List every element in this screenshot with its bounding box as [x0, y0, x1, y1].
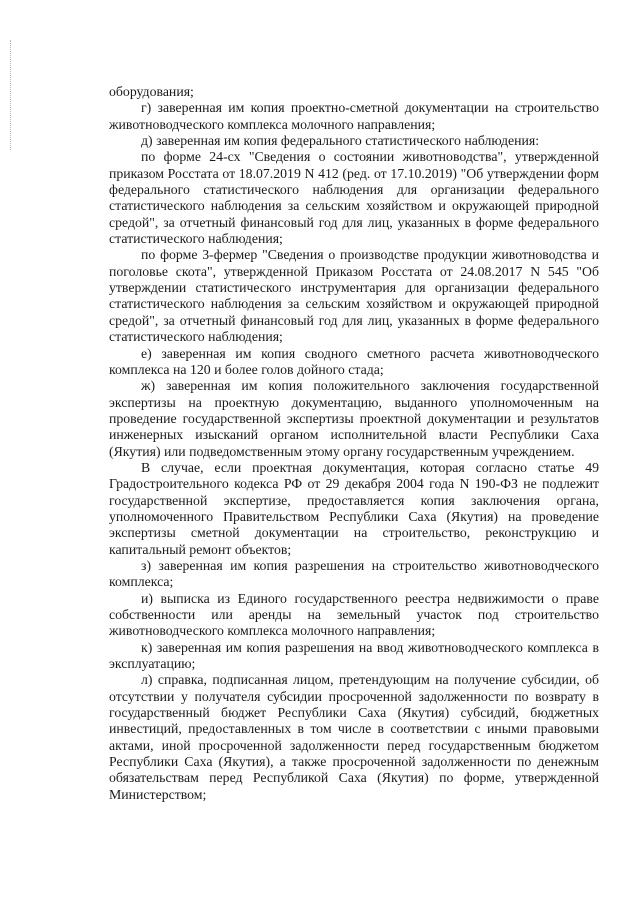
paragraph-case: В случае, если проектная документация, которая согласно статье 49 Градостроительного кодекса РФ от 29 декабря 2004 года N 190-ФЗ не подлежит государственной экспертизе, предоставляется копия заключения органа, уполномоченного Правительством Республики Саха (Якутия) на проведение экспертизы сметной документации на строительство, реконструкцию и капитальный ремонт объектов;	[109, 459, 599, 557]
paragraph-l: л) справка, подписанная лицом, претендующим на получение субсидии, об отсутствии у получателя субсидии просроченной задолженности по возврату в государственный бюджет Республики Саха (Якутия) субсидий, бюджетных инвестиций, предоставленных в том числе в соответствии с иными правовыми актами, иной просроченной задолженности перед государственным бюджетом Республики Саха (Якутия), а также просроченной задолженности по денежным обязательствам перед Республикой Саха (Якутия) по форме, утвержденной Министерством;	[109, 672, 599, 802]
paragraph-continuation: оборудования;	[109, 84, 194, 99]
document-body	[109, 84, 599, 803]
paragraph-i: и) выписка из Единого государственного реестра недвижимости о праве собственности или аренды на земельный участок под строительство животноводческого комплекса молочного направления;	[109, 590, 599, 639]
paragraph-zh: ж) заверенная им копия положительного заключения государственной экспертизы на проектную документацию, выданного уполномоченным на проведение государственной экспертизы проектной документации и результатов инженерных изысканий органом исполнительной власти Республики Саха (Якутия) или подведомственным этому органу государственным учреждением.	[109, 378, 599, 459]
paragraph-form-24sh: по форме 24-сх "Сведения о состоянии животноводства", утвержденной приказом Росстата от 18.07.2019 N 412 (ред. от 17.10.2019) "Об утверждении форм федерального статистического наблюдения для организации федерального статистического наблюдения за сельским хозяйством и окружающей природной средой", за отчетный финансовый год для лиц, указанных в форме федерального статистического наблюдения;	[109, 149, 599, 247]
scan-edge-mark	[10, 40, 12, 150]
paragraph-d: д) заверенная им копия федерального статистического наблюдения:	[141, 133, 540, 149]
paragraph-e: е) заверенная им копия сводного сметного расчета животноводческого комплекса на 120 и более голов дойного стада;	[109, 345, 599, 377]
paragraph-k: к) заверенная им копия разрешения на ввод животноводческого комплекса в эксплуатацию;	[109, 639, 599, 672]
paragraph-form-3fermer: по форме 3-фермер "Сведения о производстве продукции животноводства и поголовье скота", утвержденной Приказом Росстата от 24.08.2017 N 545 "Об утверждении статистического инструментария для организации федерального статистического наблюдения за сельским хозяйством и окружающей природной средой", за отчетный финансовый год для лиц, указанных в форме федерального статистического наблюдения;	[109, 247, 599, 345]
paragraph-z: з) заверенная им копия разрешения на строительство животноводческого комплекса;	[109, 557, 599, 590]
paragraph-g: г) заверенная им копия проектно-сметной документации на строительство животноводческого комплекса молочного направления;	[109, 100, 599, 132]
